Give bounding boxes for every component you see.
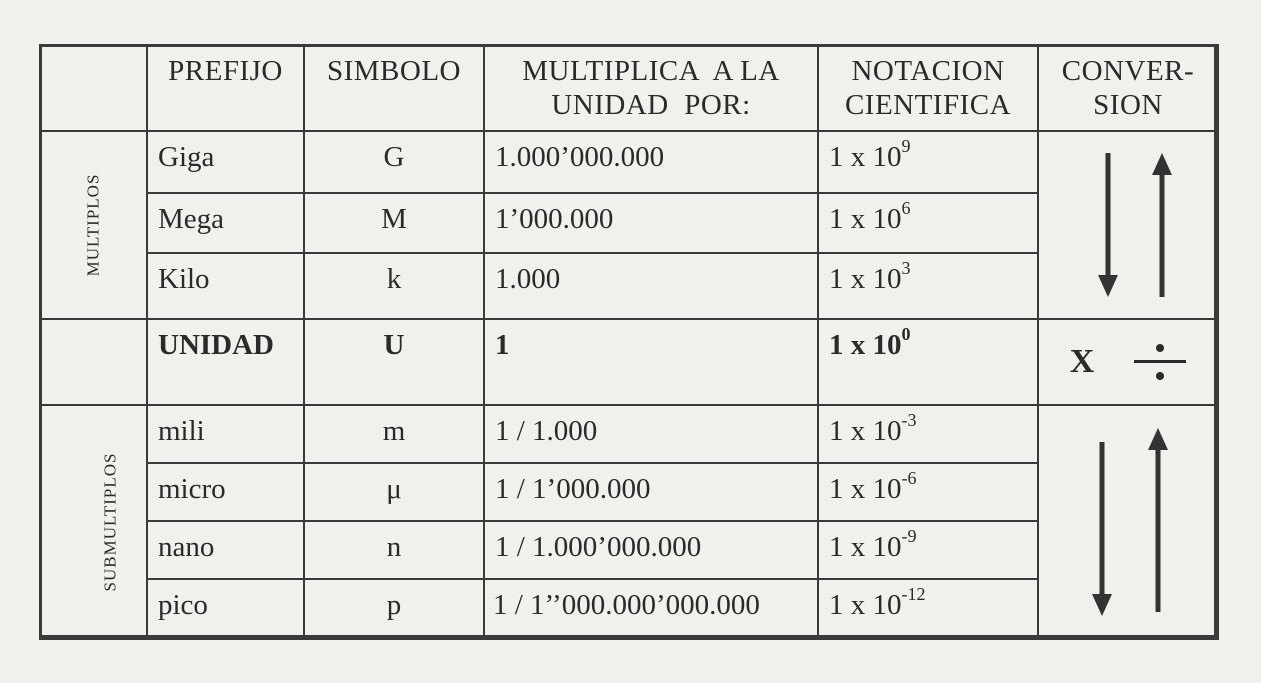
symbol-cell: μ [304, 463, 484, 521]
conversion-submultiples [1038, 405, 1218, 639]
notation-cell: 1 x $10^6$ [818, 193, 1038, 253]
notation-cell: 1 x $10^3$ [818, 253, 1038, 319]
notation-cell: 1 x $10^{-6}$ [818, 463, 1038, 521]
group-unit-empty [40, 319, 147, 405]
notation-cell: 1 x $10^{-3}$ [818, 405, 1038, 463]
symbol-cell: U [304, 319, 484, 405]
arrow-up-icon [1152, 153, 1172, 297]
header-notation-line2: CIENTIFICA [844, 89, 1012, 121]
multiplier-cell: 1 / 1’’000.000’000.000 [484, 579, 818, 639]
table-row [40, 131, 1218, 193]
prefix-cell: Giga [147, 131, 304, 193]
conversion-arrows-multiples [1068, 145, 1188, 305]
notation-cell: 1 x $10^{-9}$ [818, 521, 1038, 579]
division-sign-icon [1134, 342, 1186, 382]
symbol-cell: n [304, 521, 484, 579]
header-conversion [1038, 45, 1218, 131]
symbol-cell: M [304, 193, 484, 253]
header-notation-line1: NOTACION [851, 55, 1005, 87]
arrow-down-icon [1098, 153, 1118, 297]
header-multiplier-line2: UNIDAD POR: [551, 89, 751, 121]
header-prefix: PREFIJO [147, 45, 304, 131]
prefix-cell: Kilo [147, 253, 304, 319]
prefix-cell: pico [147, 579, 304, 639]
symbol-cell: p [304, 579, 484, 639]
multiplier-cell: 1.000’000.000 [484, 131, 818, 193]
multiply-symbol: X [1069, 343, 1095, 380]
arrow-up-icon [1148, 428, 1168, 612]
notation-cell: 1 x $10^{-12}$ [818, 579, 1038, 639]
symbol-cell: k [304, 253, 484, 319]
table-row-unit [40, 319, 1218, 405]
header-notation [818, 45, 1038, 131]
prefix-cell: micro [147, 463, 304, 521]
multiplier-cell: 1 / 1.000’000.000 [484, 521, 818, 579]
header-multiplier [484, 45, 818, 131]
multiplier-cell: 1.000 [484, 253, 818, 319]
si-prefix-table [39, 44, 1219, 640]
group-multiples [40, 131, 147, 319]
table-row [40, 405, 1218, 463]
notation-cell: 1 x $10^0$ [818, 319, 1038, 405]
notation-cell: 1 x $10^9$ [818, 131, 1038, 193]
prefix-cell: mili [147, 405, 304, 463]
prefix-cell: nano [147, 521, 304, 579]
multiplier-cell: 1 / 1.000 [484, 405, 818, 463]
header-empty [40, 45, 147, 131]
symbol-cell: m [304, 405, 484, 463]
group-submultiples-label: SUBMULTIPLOS [100, 452, 120, 592]
header-conversion-line2: SION [1093, 89, 1163, 121]
conversion-arrows-submultiples [1068, 422, 1188, 622]
multiplier-cell: 1’000.000 [484, 193, 818, 253]
header-symbol: SIMBOLO [304, 45, 484, 131]
conversion-operators [1038, 319, 1218, 405]
multiplier-cell: 1 / 1’000.000 [484, 463, 818, 521]
prefix-cell: UNIDAD [147, 319, 304, 405]
conversion-multiples [1038, 131, 1218, 319]
symbol-cell: G [304, 131, 484, 193]
prefix-cell: Mega [147, 193, 304, 253]
header-multiplier-line1: MULTIPLICA A LA [522, 55, 780, 87]
arrow-down-icon [1092, 442, 1112, 616]
header-row [40, 45, 1218, 131]
group-submultiples [40, 405, 147, 639]
multiplier-cell: 1 [484, 319, 818, 405]
header-conversion-line1: CONVER- [1061, 55, 1195, 87]
group-multiples-label: MULTIPLOS [83, 173, 103, 277]
